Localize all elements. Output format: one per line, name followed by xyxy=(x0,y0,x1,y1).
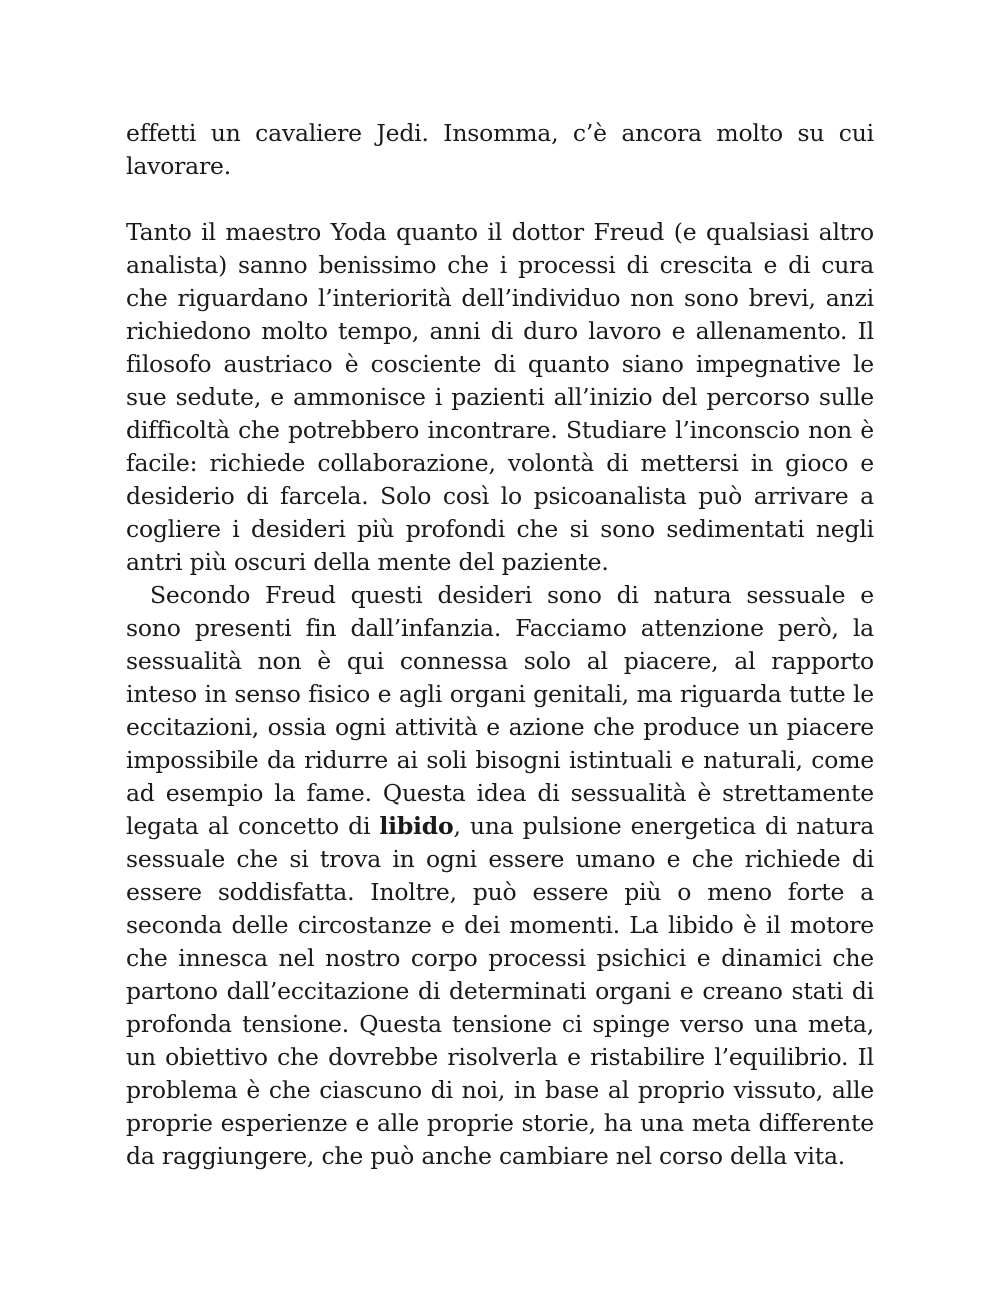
document-page xyxy=(126,117,874,1173)
paragraph-libido-text-end: , una pulsione energetica di natura sessuale che si trova in ogni essere umano e che richiede di essere soddisfatta. Inoltre, può essere più o meno forte a seconda delle circostanze e dei momenti. La libido è il motore che innesca nel nostro corpo processi psichici e dinamici che partono dall’eccitazione di determinati organi e creano stati di profonda tensione. Questa tensione ci spinge verso una meta, un obiettivo che dovrebbe risolverla e ristabilire l’equilibrio. Il problema è che ciascuno di noi, in base al proprio vissuto, alle proprie esperienze e alle proprie storie, ha una meta differente da raggiungere, che può anche cambiare nel corso della vita. xyxy=(126,812,875,1170)
term-libido: libido xyxy=(379,812,454,840)
paragraph-continuation: effetti un cavaliere Jedi. Insomma, c’è ancora molto su cui lavorare. xyxy=(126,119,874,180)
paragraph-yoda-freud: Tanto il maestro Yoda quanto il dottor Freud (e qualsiasi altro analista) sanno benissimo che i processi di crescita e di cura che riguardano l’interiorità dell’individuo non sono brevi, anzi richiedono molto tempo, anni di duro lavoro e allenamento. Il filosofo austriaco è cosciente di quanto siano impegnative le sue sedute, e ammonisce i pazienti all’inizio del percorso sulle difficoltà che potrebbero incontrare. Studiare l’inconscio non è facile: richiede collaborazione, volontà di mettersi in gioco e desiderio di farcela. Solo così lo psicoanalista può arrivare a cogliere i desideri più profondi che si sono sedimentati negli antri più oscuri della mente del paziente. xyxy=(126,218,874,576)
paragraph-libido xyxy=(126,579,874,1173)
paragraph-libido-text-start: Secondo Freud questi desideri sono di natura sessuale e sono presenti fin dall’infanzia. Facciamo attenzione però, la sessualità non è qui connessa solo al piacere, al rapporto inteso in senso fisico e agli organi genitali, ma riguarda tutte le eccitazioni, ossia ogni attività e azione che produce un piacere impossibile da ridurre ai soli bisogni istintuali e naturali, come ad esempio la fame. Questa idea di sessualità è strettamente legata al concetto di xyxy=(126,581,874,840)
